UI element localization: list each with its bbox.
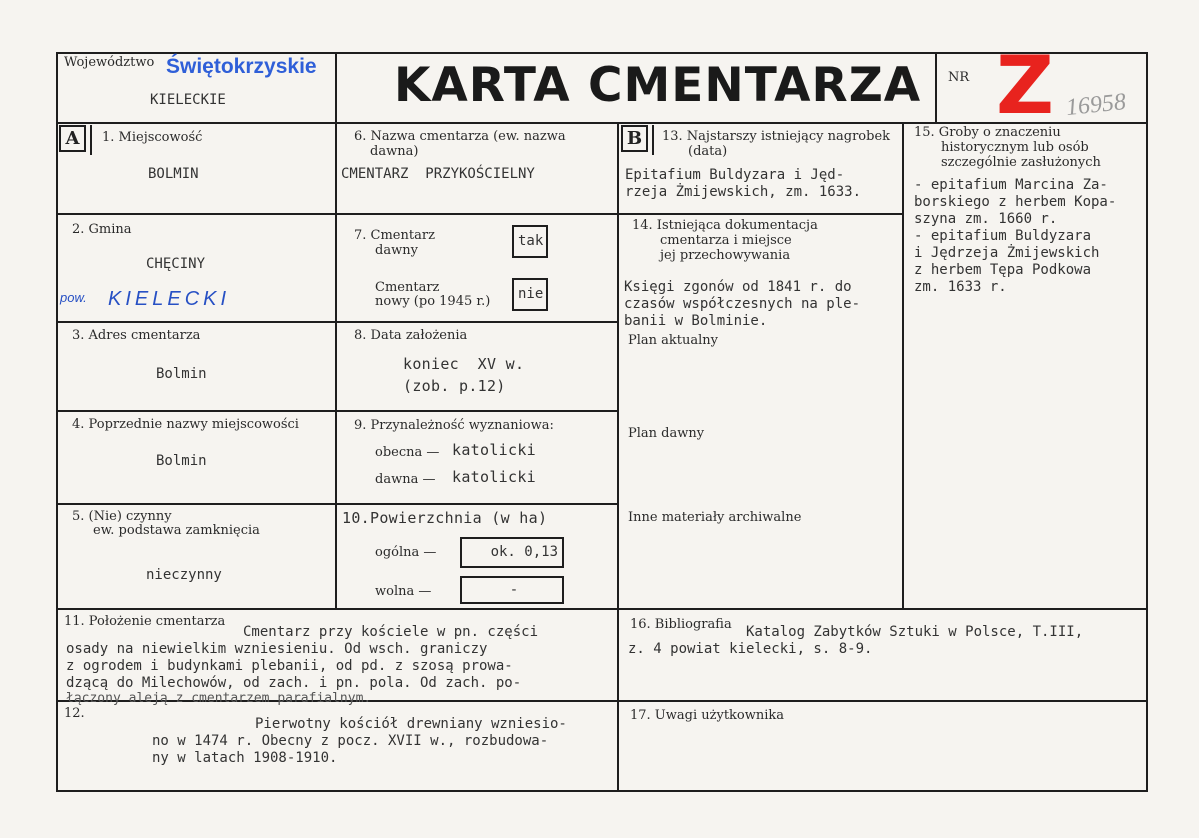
- field-15-label-line2: historycznym lub osób: [941, 140, 1089, 155]
- field-15-label-line1: 15. Groby o znaczeniu: [914, 125, 1061, 140]
- field-8-value-line1: koniec XV w.: [403, 355, 525, 373]
- plan-current-label: Plan aktualny: [628, 333, 719, 348]
- field-4-value: Bolmin: [156, 453, 207, 469]
- field-12-label: 12.: [64, 706, 85, 721]
- header-col-divider-2: [935, 52, 937, 122]
- bottom-section-divider: [56, 608, 1148, 610]
- section-a-badge-tick: [90, 125, 92, 155]
- field-7-new-value: nie: [512, 278, 548, 311]
- field-7-new-label-line2: nowy (po 1945 r.): [375, 294, 491, 309]
- field-13-value-line2: rzeja Żmijewskich, zm. 1633.: [625, 184, 862, 200]
- field-10-total-label: ogólna —: [375, 545, 437, 560]
- section-b-badge: B: [621, 125, 648, 152]
- row-divider-m3: [336, 410, 618, 412]
- row-divider-b1: [618, 213, 903, 215]
- field-3-label: 3. Adres cmentarza: [72, 328, 201, 343]
- field-15-value-line1: - epitafium Marcina Za-: [914, 177, 1108, 193]
- field-12-value-line2: no w 1474 r. Obecny z pocz. XVII w., rozbudowa-: [152, 733, 549, 749]
- header-divider: [56, 122, 1148, 124]
- field-8-value-line2: (zob. p.12): [403, 377, 506, 395]
- col-divider-b: [617, 122, 619, 792]
- section-b-badge-tick: [652, 125, 654, 155]
- field-10-free-label: wolna —: [375, 584, 432, 599]
- field-5-value: nieczynny: [146, 567, 222, 583]
- field-11-value-line2: osady na niewielkim wzniesieniu. Od wsch. graniczy: [66, 641, 488, 657]
- other-materials-label: Inne materiały archiwalne: [628, 510, 802, 525]
- field-12-value-line1: Pierwotny kościół drewniany wzniesio-: [255, 716, 567, 732]
- nr-number: 16958: [1064, 88, 1128, 122]
- field-13-label-line1: 13. Najstarszy istniejący nagrobek: [662, 129, 891, 144]
- field-12-value-line3: ny w latach 1908-1910.: [152, 750, 338, 766]
- col-divider-a: [335, 122, 337, 608]
- nr-label: NR: [948, 70, 970, 85]
- row-divider-a3: [56, 410, 336, 412]
- field-6-label-line2: dawna): [370, 144, 419, 159]
- field-9-former-label: dawna —: [375, 472, 436, 487]
- field-13-value-line1: Epitafium Buldyzara i Jęd-: [625, 167, 845, 183]
- field-15-value-line6: z herbem Tępa Podkowa: [914, 262, 1092, 278]
- field-14-value-line1: Księgi zgonów od 1841 r. do: [624, 279, 852, 295]
- voivodeship-stamp: Świętokrzyskie: [166, 55, 317, 78]
- field-2-hand-prefix: pow.: [60, 290, 87, 305]
- row-divider-a4: [56, 503, 336, 505]
- voivodeship-label: Województwo: [64, 55, 155, 70]
- field-10-label: 10.Powierzchnia (w ha): [342, 509, 548, 527]
- field-8-label: 8. Data założenia: [354, 328, 468, 343]
- field-7-label: 7. Cmentarz: [354, 228, 435, 243]
- field-17-label: 17. Uwagi użytkownika: [630, 708, 785, 723]
- field-14-value-line3: banii w Bolminie.: [624, 313, 768, 329]
- field-15-value-line7: zm. 1633 r.: [914, 279, 1007, 295]
- header-col-divider-1: [335, 52, 337, 122]
- field-7-old-label: dawny: [375, 243, 418, 258]
- field-14-label-line2: cmentarza i miejsce: [660, 233, 792, 248]
- field-14-label-line3: jej przechowywania: [660, 248, 791, 263]
- field-15-label-line3: szczególnie zasłużonych: [941, 155, 1101, 170]
- nr-letter: Z: [996, 39, 1055, 132]
- field-9-label: 9. Przynależność wyznaniowa:: [354, 418, 554, 433]
- row-divider-m2: [336, 321, 618, 323]
- field-10-total-value: ok. 0,13: [460, 537, 564, 568]
- plan-old-label: Plan dawny: [628, 426, 705, 441]
- field-3-value: Bolmin: [156, 366, 207, 382]
- section-a-badge: A: [59, 125, 86, 152]
- field-14-label-line1: 14. Istniejąca dokumentacja: [632, 218, 818, 233]
- field-4-label: 4. Poprzednie nazwy miejscowości: [72, 417, 299, 432]
- field-15-value-line4: - epitafium Buldyzara: [914, 228, 1092, 244]
- field-11-value-line3: z ogrodem i budynkami plebanii, od pd. z szosą prowa-: [66, 658, 513, 674]
- field-7-new-label-line1: Cmentarz: [375, 280, 440, 295]
- field-11-value-line1: Cmentarz przy kościele w pn. części: [243, 624, 539, 640]
- field-15-value-line2: borskiego z herbem Kopa-: [914, 194, 1117, 210]
- field-7-old-value: tak: [512, 225, 548, 258]
- field-13-label-line2: (data): [688, 144, 728, 159]
- row-divider-m4: [336, 503, 618, 505]
- field-5-label-line1: 5. (Nie) czynny: [72, 509, 172, 524]
- field-2-label: 2. Gmina: [72, 222, 132, 237]
- field-6-label-line1: 6. Nazwa cmentarza (ew. nazwa: [354, 129, 566, 144]
- field-11-value-line5: łączony aleją z cmentarzem parafialnym.: [66, 691, 372, 706]
- field-5-label-line2: ew. podstawa zamknięcia: [93, 523, 260, 538]
- field-10-free-value: -: [460, 576, 564, 604]
- row-divider-a1: [56, 213, 336, 215]
- field-2-hand-value: KIELECKI: [108, 288, 231, 310]
- card-title: KARTA CMENTARZA: [394, 58, 922, 113]
- voivodeship-typed: KIELECKIE: [150, 92, 226, 108]
- field-2-value: CHĘCINY: [146, 256, 206, 272]
- field-16-value-line2: z. 4 powiat kielecki, s. 8-9.: [628, 641, 873, 657]
- field-11-label: 11. Położenie cmentarza: [64, 614, 226, 629]
- field-11-value-line4: dzącą do Milechowów, od zach. i pn. pola. Od zach. po-: [66, 675, 522, 691]
- row-divider-m1: [336, 213, 618, 215]
- field-16-label: 16. Bibliografia: [630, 617, 732, 632]
- col-divider-c: [902, 122, 904, 608]
- field-9-current-value: katolicki: [452, 441, 536, 459]
- field-9-former-value: katolicki: [452, 468, 536, 486]
- row-divider-a2: [56, 321, 336, 323]
- field-1-label: 1. Miejscowość: [102, 130, 203, 145]
- field-6-value: CMENTARZ PRZYKOŚCIELNY: [341, 166, 535, 182]
- field-14-value-line2: czasów współczesnych na ple-: [624, 296, 861, 312]
- field-1-value: BOLMIN: [148, 166, 199, 182]
- field-15-value-line5: i Jędrzeja Żmijewskich: [914, 245, 1100, 261]
- field-15-value-line3: szyna zm. 1660 r.: [914, 211, 1058, 227]
- field-9-current-label: obecna —: [375, 445, 440, 460]
- field-16-value-line1: Katalog Zabytków Sztuki w Polsce, T.III,: [746, 624, 1084, 640]
